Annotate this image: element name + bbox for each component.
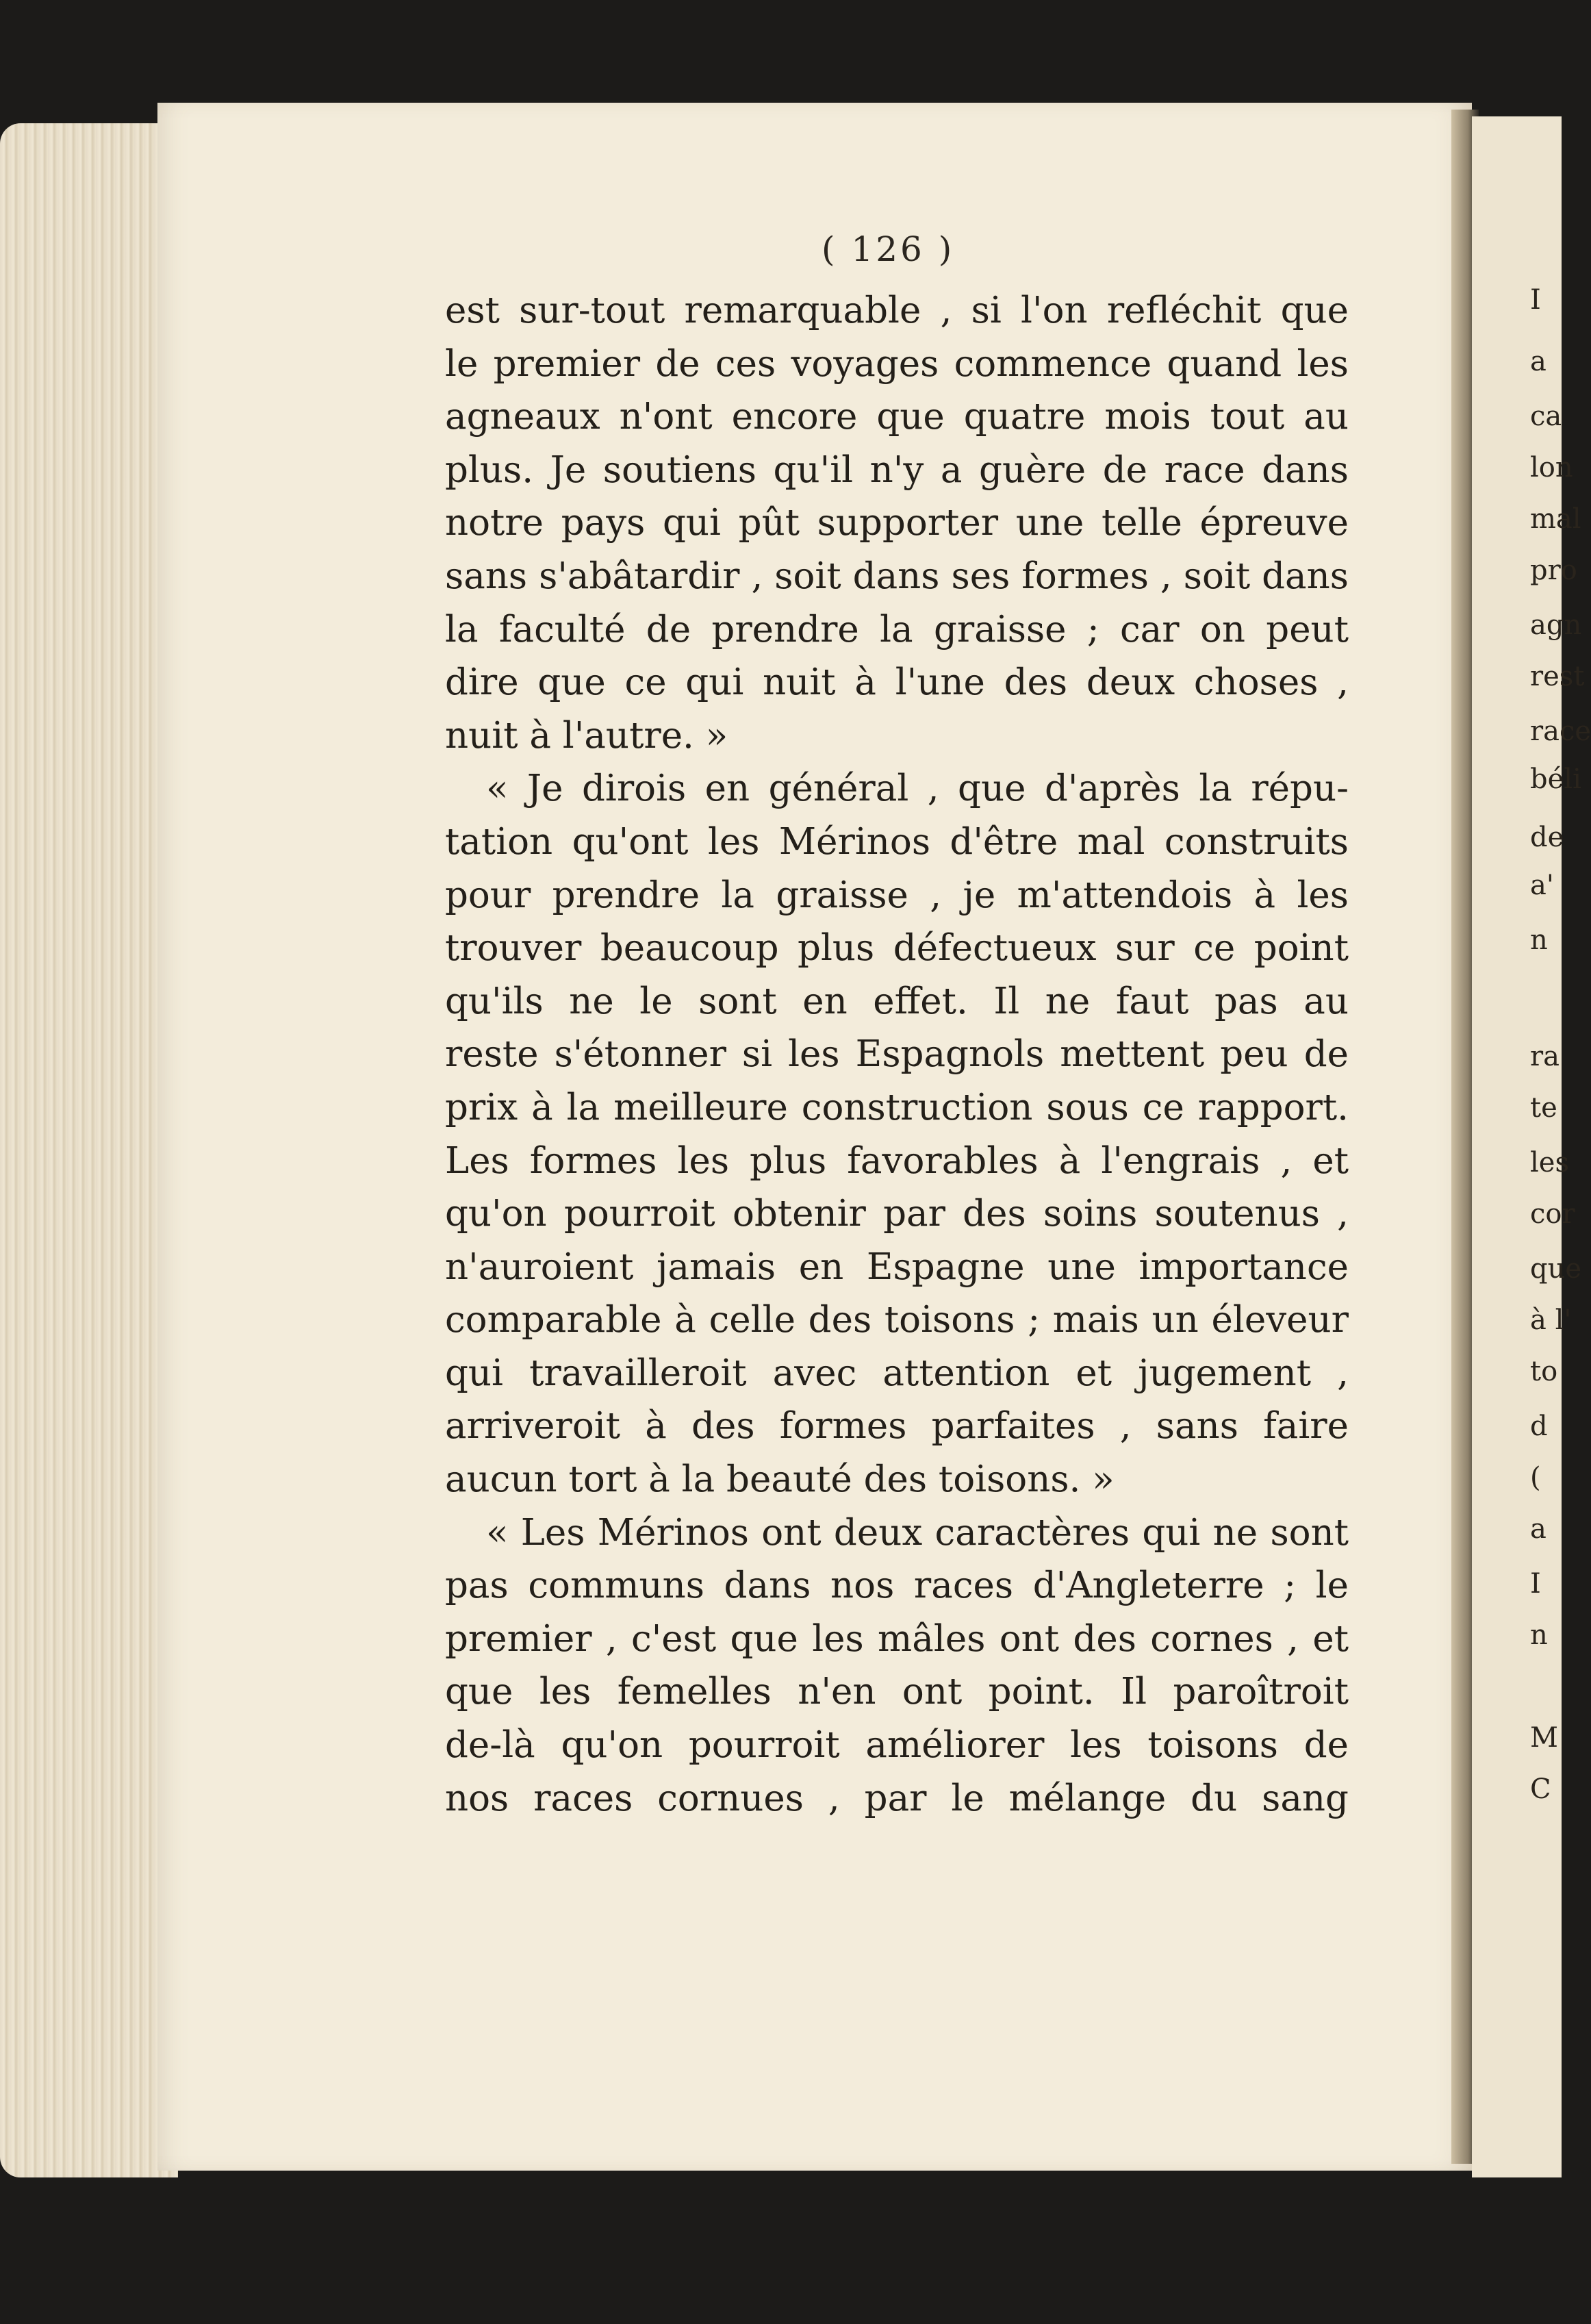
text-line: que les femelles n'en ont point. Il paroîtroit [445, 1671, 1349, 1713]
text-line: qu'on pourroit obtenir par des soins soutenus , [445, 1193, 1349, 1235]
text-line: qui travailleroit avec attention et jugement , [445, 1352, 1349, 1394]
text-line: agneaux n'ont encore que quatre mois tout au [445, 396, 1349, 438]
text-line: qu'ils ne le sont en effet. Il ne faut pas au [445, 980, 1349, 1022]
text-line: « Je dirois en général , que d'après la répu- [486, 768, 1349, 810]
facing-page-fragment: C [1530, 1773, 1551, 1805]
text-line: le premier de ces voyages commence quand les [445, 342, 1349, 385]
facing-page-fragment: cor [1530, 1198, 1575, 1230]
facing-page-fragment: n [1530, 924, 1548, 956]
facing-page-fragment: lon [1530, 452, 1573, 483]
text-line: pas communs dans nos races d'Angleterre ; le [445, 1565, 1349, 1607]
text-line: notre pays qui pût supporter une telle épreuve [445, 502, 1349, 544]
text-line: pour prendre la graisse , je m'attendois à les [445, 874, 1349, 916]
facing-page-fragment: rest [1530, 661, 1585, 692]
facing-page-fragment: ca [1530, 401, 1562, 432]
facing-page-fragment: ra [1530, 1041, 1560, 1072]
facing-page-fragment: les [1530, 1147, 1569, 1178]
facing-page-fragment: I [1530, 284, 1541, 316]
text-line: de-là qu'on pourroit améliorer les toisons de [445, 1724, 1349, 1767]
facing-page-fragment: M [1530, 1722, 1558, 1754]
text-line: trouver beaucoup plus défectueux sur ce point [445, 927, 1349, 970]
text-line: nuit à l'autre. » [445, 714, 728, 757]
facing-page-fragment: mal [1530, 503, 1581, 535]
text-line: plus. Je soutiens qu'il n'y a guère de race dans [445, 449, 1349, 491]
text-line: n'auroient jamais en Espagne une importance [445, 1246, 1349, 1288]
text-line: tation qu'ont les Mérinos d'être mal construits [445, 820, 1349, 863]
text-line: « Les Mérinos ont deux caractères qui ne sont [486, 1511, 1349, 1554]
text-line: arriveroit à des formes parfaites , sans faire [445, 1405, 1349, 1448]
text-line: prix à la meilleure construction sous ce rapport. [445, 1086, 1349, 1128]
facing-page-fragment: agn [1530, 609, 1582, 641]
facing-page-fragment: à l' [1530, 1304, 1572, 1336]
facing-page-fragment: te [1530, 1092, 1557, 1124]
facing-page-fragment: d [1530, 1411, 1548, 1442]
text-line: est sur-tout remarquable , si l'on refléchit que [445, 290, 1349, 331]
facing-page-fragment: race [1530, 716, 1591, 747]
facing-page-fragment: a' [1530, 870, 1554, 901]
facing-page-fragment: que [1530, 1253, 1582, 1285]
facing-page-fragment: n [1530, 1619, 1548, 1651]
text-line: aucun tort à la beauté des toisons. » [445, 1458, 1115, 1501]
facing-page-fragment: I [1530, 1568, 1541, 1600]
text-line: nos races cornues , par le mélange du sang [445, 1777, 1349, 1819]
facing-page-fragment: béli [1530, 763, 1581, 795]
text-line: sans s'abâtardir , soit dans ses formes , soit dans [445, 555, 1349, 597]
facing-page-fragment: pro [1530, 555, 1577, 586]
facing-page-fragment: to [1530, 1356, 1558, 1387]
facing-page-edge [1472, 116, 1591, 2177]
text-line: dire que ce qui nuit à l'une des deux choses , [445, 661, 1349, 704]
body-text [445, 284, 1349, 1825]
page-number: ( 126 ) [822, 229, 955, 269]
text-line: Les formes les plus favorables à l'engrais , et [445, 1139, 1349, 1182]
facing-page-fragment: de [1530, 822, 1564, 853]
text-line: la faculté de prendre la graisse ; car on peut [445, 608, 1349, 651]
facing-page-fragment: a [1530, 1513, 1547, 1545]
text-line: premier , c'est que les mâles ont des cornes , et [445, 1617, 1349, 1660]
facing-page-fragment: ( [1530, 1462, 1541, 1493]
page-stack-edges [0, 123, 178, 2177]
facing-page-fragment: a [1530, 346, 1547, 377]
text-line: comparable à celle des toisons ; mais un éleveur [445, 1299, 1349, 1341]
text-line: reste s'étonner si les Espagnols mettent peu de [445, 1033, 1349, 1076]
